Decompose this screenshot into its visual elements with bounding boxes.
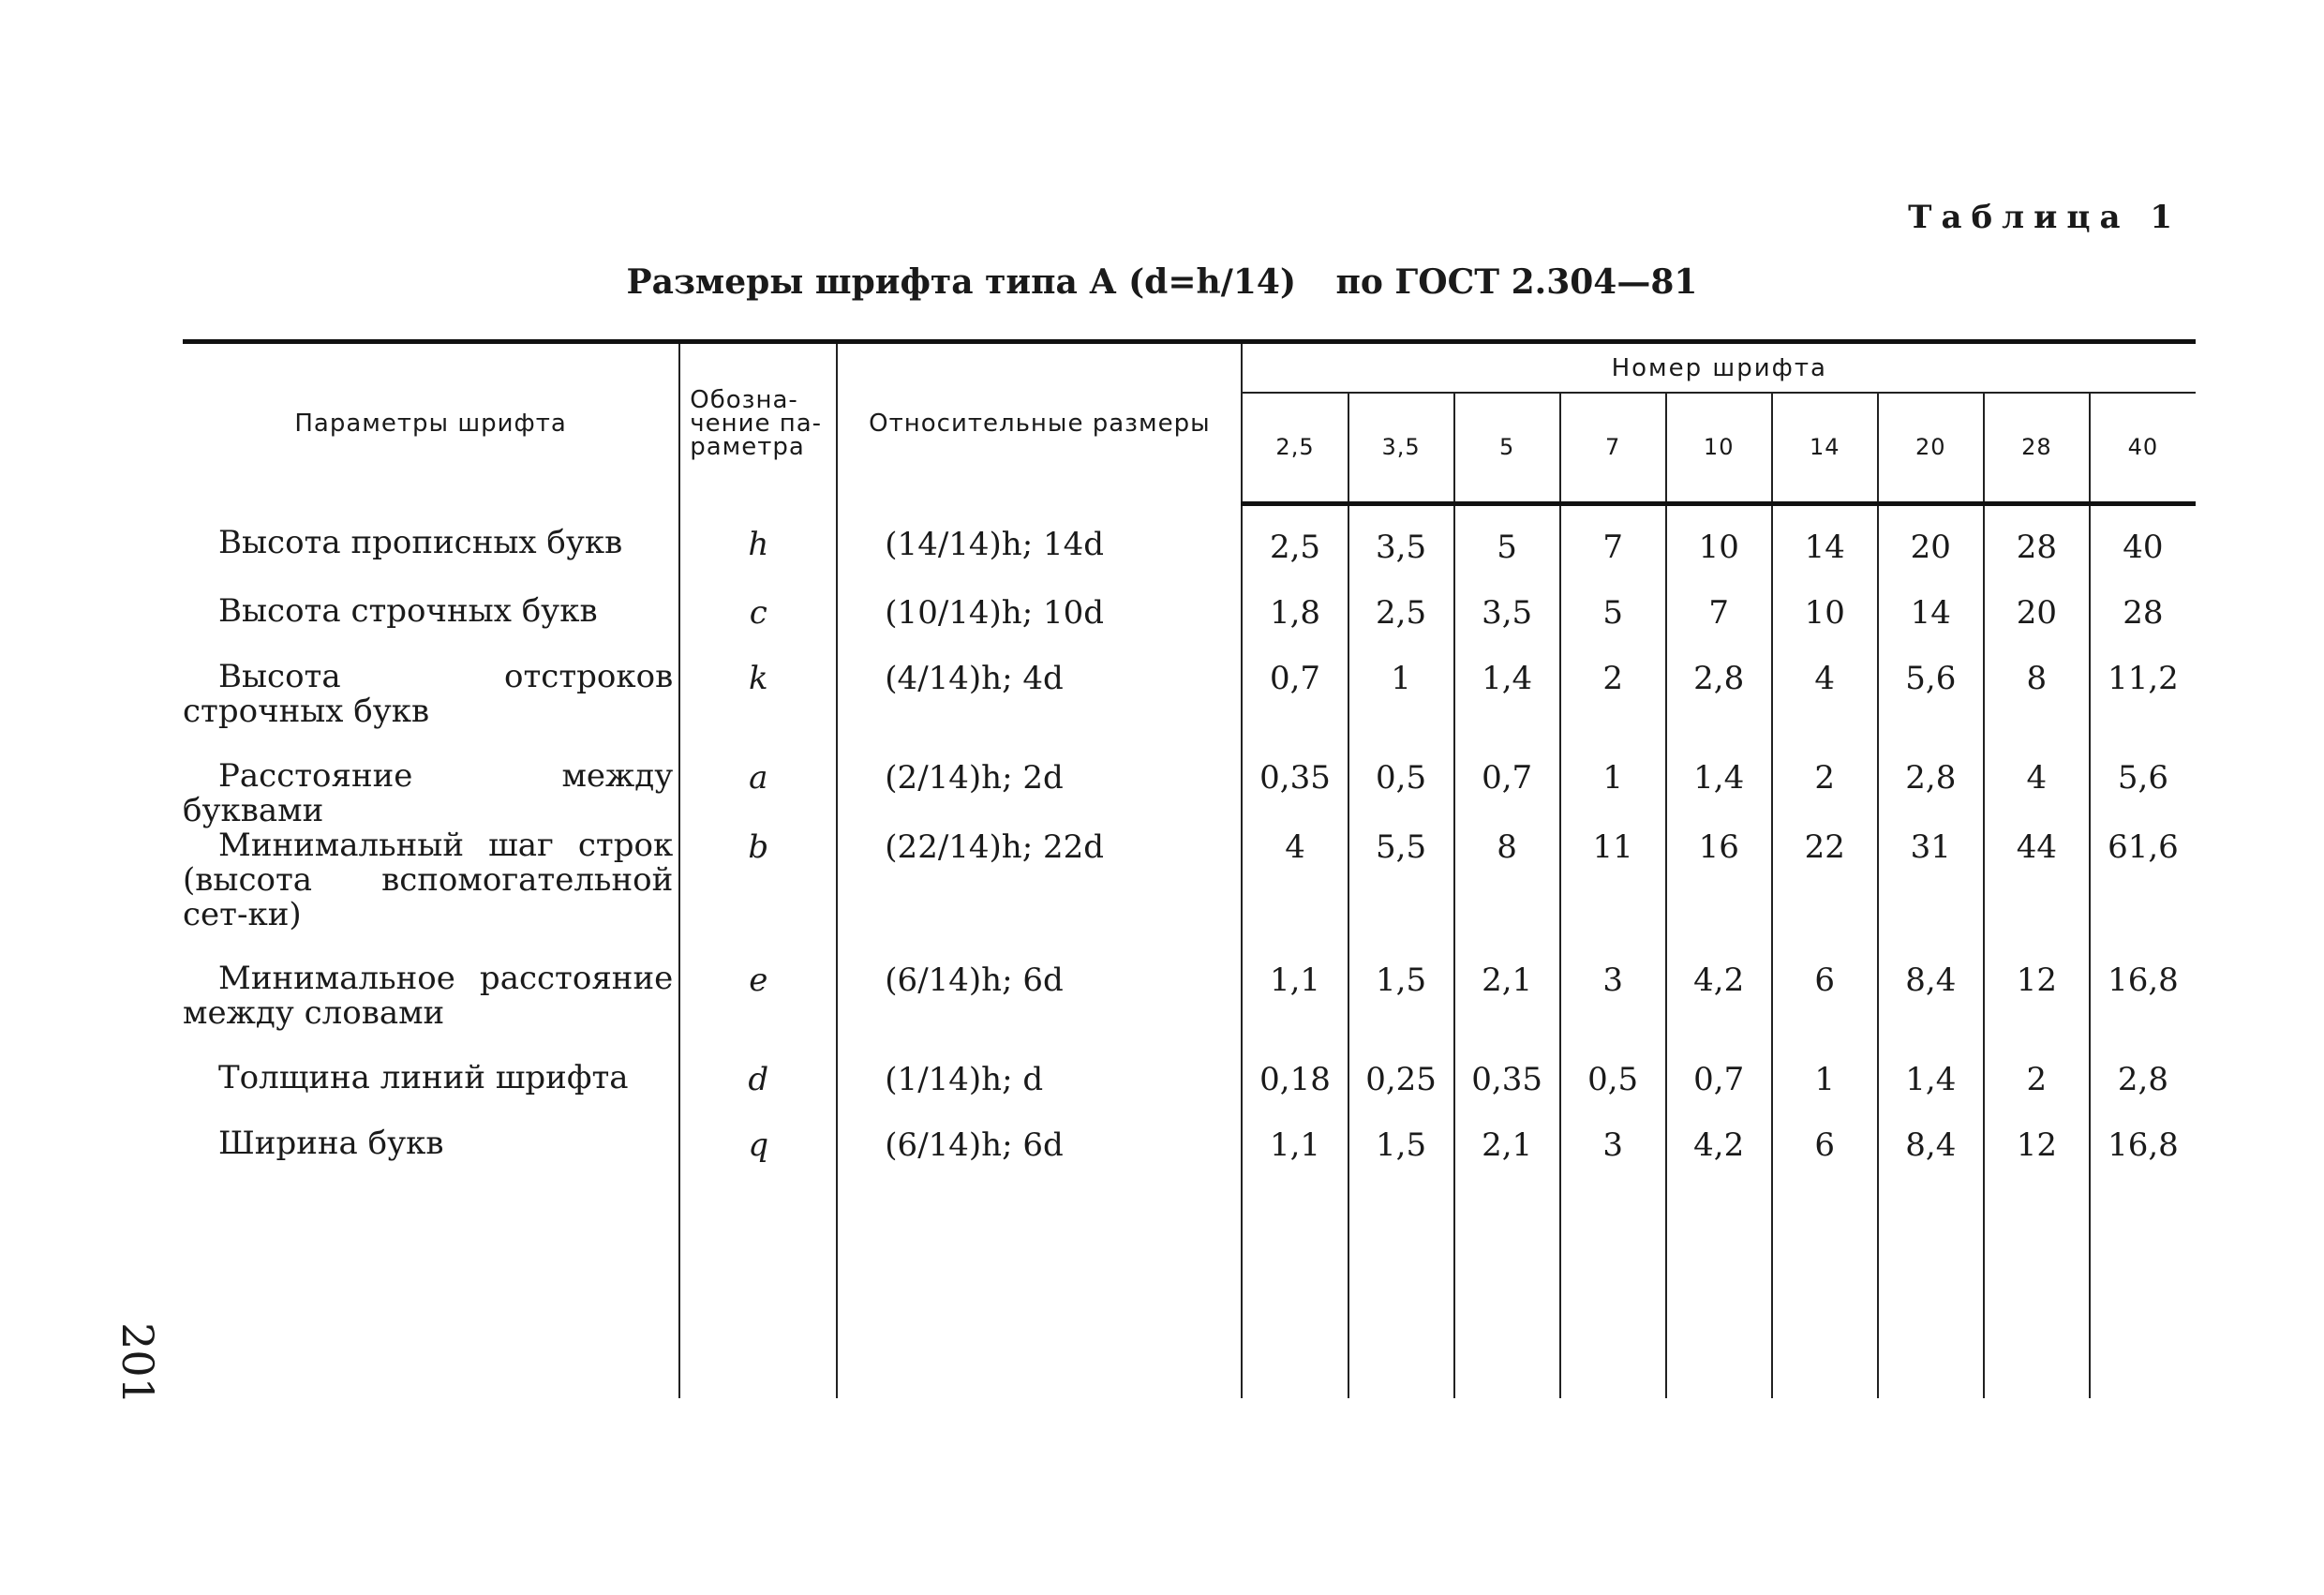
font-size-table <box>183 339 2196 1398</box>
param-name-cell <box>183 503 679 594</box>
empty-cell <box>1560 1192 1666 1398</box>
table-title <box>0 262 2324 302</box>
size-value-cell: 2 <box>1984 1061 2090 1126</box>
size-value-cell: 10 <box>1666 503 1772 594</box>
param-symbol: d <box>679 1061 837 1126</box>
size-value-cell: 16,8 <box>2090 961 2196 1061</box>
param-name: Минимальный шаг строк (высота вспомогательной сет-ки) <box>183 826 674 933</box>
size-value-cell: 2,8 <box>2090 1061 2196 1126</box>
size-value-cell: 0,7 <box>1666 1061 1772 1126</box>
size-value-cell: 1,5 <box>1348 1126 1454 1192</box>
size-value-cell: 1,1 <box>1242 1126 1348 1192</box>
header-font-number-cell: 2,5 <box>1242 393 1348 503</box>
size-value-cell: 28 <box>1984 503 2090 594</box>
size-value-cell: 4,2 <box>1666 1126 1772 1192</box>
table-row <box>183 828 2196 961</box>
size-value-cell: 3 <box>1560 961 1666 1061</box>
size-value-cell: 12 <box>1984 1126 2090 1192</box>
param-name: Минимальное расстояние между словами <box>183 959 674 1032</box>
table-body <box>183 503 2196 1398</box>
header-font-number: Номер шрифта <box>1242 342 2196 394</box>
param-name: Высота прописных букв <box>218 524 623 561</box>
param-symbol: e <box>679 961 837 1061</box>
size-value-cell: 11 <box>1560 828 1666 961</box>
size-value-cell: 1,4 <box>1666 759 1772 828</box>
size-value-cell: 3,5 <box>1454 594 1560 660</box>
header-font-number-cell: 28 <box>1984 393 2090 503</box>
size-value-cell: 1,1 <box>1242 961 1348 1061</box>
size-value-cell: 1 <box>1560 759 1666 828</box>
size-value-cell: 2,5 <box>1242 503 1348 594</box>
param-name-cell <box>183 1126 679 1192</box>
param-name-cell <box>183 756 679 829</box>
size-value-cell: 4 <box>1772 660 1878 759</box>
size-value-cell: 22 <box>1772 828 1878 961</box>
size-value-cell: 5,6 <box>2090 759 2196 828</box>
param-name-cell <box>183 657 679 759</box>
size-value-cell: 7 <box>1666 594 1772 660</box>
size-value-cell: 1,4 <box>1878 1061 1984 1126</box>
table-row <box>183 759 2196 828</box>
size-value-cell: 4 <box>1242 828 1348 961</box>
size-value-cell: 5 <box>1454 503 1560 594</box>
header-font-number-cell: 14 <box>1772 393 1878 503</box>
param-name: Толщина линий шрифта <box>218 1058 629 1096</box>
param-symbol: h <box>679 503 837 594</box>
table-row <box>183 1061 2196 1126</box>
header-font-number-cell: 20 <box>1878 393 1984 503</box>
param-name-cell <box>183 1058 679 1126</box>
empty-cell <box>1984 1192 2090 1398</box>
size-value-cell: 12 <box>1984 961 2090 1061</box>
param-name-cell <box>183 828 679 961</box>
header-symbol <box>679 342 837 504</box>
size-value-cell: 20 <box>1878 503 1984 594</box>
table-title-standard: по ГОСТ 2.304—81 <box>1335 262 1698 302</box>
header-font-number-cell: 3,5 <box>1348 393 1454 503</box>
header-symbol-line: чение па- <box>690 409 823 438</box>
header-relative: Относительные размеры <box>837 342 1242 504</box>
relative-size: (6/14)h; 6d <box>837 1126 1242 1192</box>
header-symbol-line: Обозна- <box>690 385 798 414</box>
table-caption: Таблица 1 <box>1908 199 2182 236</box>
param-symbol: b <box>679 828 837 961</box>
size-value-cell: 28 <box>2090 594 2196 660</box>
param-symbol: a <box>679 759 837 828</box>
size-value-cell: 0,25 <box>1348 1061 1454 1126</box>
table-row <box>183 594 2196 660</box>
table-row <box>183 660 2196 759</box>
param-name: Высота строчных букв <box>218 591 598 630</box>
size-value-cell: 14 <box>1878 594 1984 660</box>
size-value-cell: 16 <box>1666 828 1772 961</box>
size-value-cell: 8 <box>1454 828 1560 961</box>
size-value-cell: 0,5 <box>1560 1061 1666 1126</box>
relative-size: (22/14)h; 22d <box>837 828 1242 961</box>
table-row <box>183 1126 2196 1192</box>
table-row <box>183 961 2196 1061</box>
size-value-cell: 0,7 <box>1242 660 1348 759</box>
empty-cell <box>1242 1192 1348 1398</box>
size-value-cell: 10 <box>1772 594 1878 660</box>
size-value-cell: 0,7 <box>1454 759 1560 828</box>
size-value-cell: 1 <box>1772 1061 1878 1126</box>
size-value-cell: 44 <box>1984 828 2090 961</box>
size-value-cell: 1,5 <box>1348 961 1454 1061</box>
size-value-cell: 4 <box>1984 759 2090 828</box>
size-value-cell: 2 <box>1560 660 1666 759</box>
param-name: Ширина букв <box>218 1124 444 1162</box>
param-name: Высота отстроков строчных букв <box>183 657 674 730</box>
table-row <box>183 503 2196 594</box>
param-name-cell <box>183 591 679 660</box>
header-font-number-cell: 5 <box>1454 393 1560 503</box>
header-font-number-cell: 10 <box>1666 393 1772 503</box>
header-param: Параметры шрифта <box>183 342 679 504</box>
relative-size: (6/14)h; 6d <box>837 961 1242 1061</box>
relative-size: (10/14)h; 10d <box>837 594 1242 660</box>
empty-cell <box>1666 1192 1772 1398</box>
relative-size: (2/14)h; 2d <box>837 759 1242 828</box>
param-symbol: k <box>679 660 837 759</box>
size-value-cell: 3,5 <box>1348 503 1454 594</box>
empty-cell <box>2090 1192 2196 1398</box>
size-value-cell: 0,35 <box>1242 759 1348 828</box>
empty-cell <box>183 1192 679 1398</box>
size-value-cell: 3 <box>1560 1126 1666 1192</box>
size-value-cell: 14 <box>1772 503 1878 594</box>
size-value-cell: 16,8 <box>2090 1126 2196 1192</box>
relative-size: (4/14)h; 4d <box>837 660 1242 759</box>
table-filler-row <box>183 1192 2196 1398</box>
empty-cell <box>1348 1192 1454 1398</box>
empty-cell <box>679 1192 837 1398</box>
page-number: 201 <box>112 1322 163 1405</box>
size-value-cell: 0,18 <box>1242 1061 1348 1126</box>
header-font-number-cell: 7 <box>1560 393 1666 503</box>
param-symbol: c <box>679 594 837 660</box>
size-value-cell: 1,4 <box>1454 660 1560 759</box>
param-name: Расстояние между буквами <box>183 756 674 829</box>
empty-cell <box>1772 1192 1878 1398</box>
size-value-cell: 2,1 <box>1454 961 1560 1061</box>
relative-size: (1/14)h; d <box>837 1061 1242 1126</box>
size-value-cell: 1,8 <box>1242 594 1348 660</box>
size-value-cell: 2,1 <box>1454 1126 1560 1192</box>
size-value-cell: 2,8 <box>1878 759 1984 828</box>
size-value-cell: 2,5 <box>1348 594 1454 660</box>
empty-cell <box>1878 1192 1984 1398</box>
size-value-cell: 1 <box>1348 660 1454 759</box>
param-name-cell <box>183 961 679 1061</box>
empty-cell <box>837 1192 1242 1398</box>
size-value-cell: 8,4 <box>1878 961 1984 1061</box>
size-value-cell: 6 <box>1772 961 1878 1061</box>
size-value-cell: 6 <box>1772 1126 1878 1192</box>
size-value-cell: 2 <box>1772 759 1878 828</box>
table-title-main: Размеры шрифта типа А (d=h/14) <box>626 262 1296 302</box>
size-value-cell: 31 <box>1878 828 1984 961</box>
size-value-cell: 2,8 <box>1666 660 1772 759</box>
size-value-cell: 5,6 <box>1878 660 1984 759</box>
size-value-cell: 40 <box>2090 503 2196 594</box>
size-value-cell: 0,5 <box>1348 759 1454 828</box>
size-value-cell: 8 <box>1984 660 2090 759</box>
empty-cell <box>1454 1192 1560 1398</box>
header-font-number-cell: 40 <box>2090 393 2196 503</box>
size-value-cell: 8,4 <box>1878 1126 1984 1192</box>
size-value-cell: 7 <box>1560 503 1666 594</box>
size-value-cell: 5,5 <box>1348 828 1454 961</box>
header-symbol-line: раметра <box>690 432 805 461</box>
table-header <box>183 342 2196 504</box>
size-value-cell: 11,2 <box>2090 660 2196 759</box>
size-value-cell: 4,2 <box>1666 961 1772 1061</box>
size-value-cell: 5 <box>1560 594 1666 660</box>
relative-size: (14/14)h; 14d <box>837 503 1242 594</box>
size-value-cell: 20 <box>1984 594 2090 660</box>
size-value-cell: 61,6 <box>2090 828 2196 961</box>
param-symbol: q <box>679 1126 837 1192</box>
size-value-cell: 0,35 <box>1454 1061 1560 1126</box>
